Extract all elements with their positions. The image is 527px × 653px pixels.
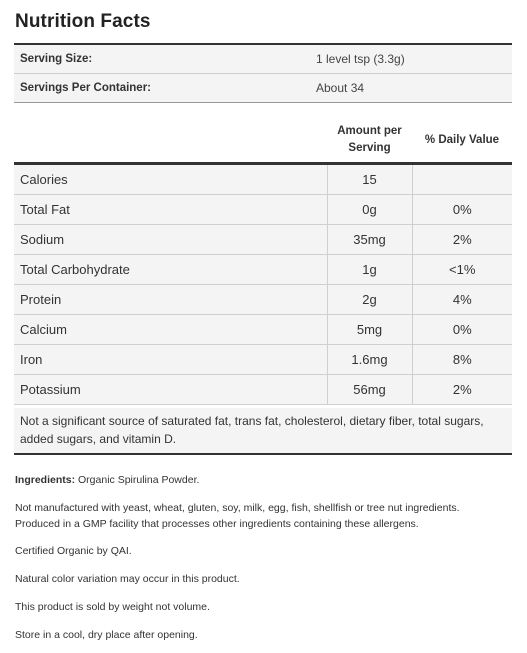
nutrient-daily-value: 2% [412,225,512,255]
table-row [14,375,512,405]
header-daily-value: % Daily Value [424,133,500,146]
header-amount-line1: Amount per [337,125,402,137]
ingredients-line [15,472,510,488]
nutrient-name: Total Carbohydrate [14,255,327,285]
weight-note: This product is sold by weight not volume. [15,601,210,613]
allergen-line-2: Produced in a GMP facility that processes other ingredients containing these allergens. [15,518,419,530]
nutrient-daily-value: 0% [412,315,512,345]
nutrient-daily-value [412,164,512,195]
nutrient-name: Potassium [14,375,327,405]
nutrient-amount: 0g [327,195,412,225]
nutrient-amount: 1g [327,255,412,285]
nutrient-amount: 5mg [327,315,412,345]
table-row [14,225,512,255]
table-row [14,195,512,225]
table-row [14,164,512,195]
header-amount-line2: Serving [348,142,391,154]
servings-per-container-label: Servings Per Container: [20,82,152,94]
servings-per-container-row [14,73,512,102]
serving-info [14,43,512,103]
header-blank [14,118,327,164]
nutrient-table [14,118,512,405]
nutrient-daily-value: 8% [412,345,512,375]
nutrient-amount: 35mg [327,225,412,255]
allergen-statement [15,500,510,532]
storage-note: Store in a cool, dry place after opening. [15,629,198,641]
nutrient-name: Calories [14,164,327,195]
servings-per-container-value: About 34 [316,81,365,95]
nutrient-name: Total Fat [14,195,327,225]
nutrient-name: Iron [14,345,327,375]
nutrient-amount: 1.6mg [327,345,412,375]
nutrient-daily-value: 4% [412,285,512,315]
page-title: Nutrition Facts [15,11,151,32]
table-row [14,285,512,315]
serving-size-value: 1 level tsp (3.3g) [316,52,405,66]
certification-note: Certified Organic by QAI. [15,545,132,557]
table-header-row [14,118,512,164]
table-row [14,255,512,285]
allergen-line-1: Not manufactured with yeast, wheat, gluten, soy, milk, egg, fish, shellfish or tree nut ingredients. [15,502,460,514]
serving-size-row [14,45,512,73]
nutrient-amount: 2g [327,285,412,315]
nutrient-daily-value: 0% [412,195,512,225]
serving-size-label: Serving Size: [20,53,93,65]
nutrient-amount: 56mg [327,375,412,405]
color-variation-note: Natural color variation may occur in this product. [15,573,240,585]
nutrient-daily-value: 2% [412,375,512,405]
ingredients-text: Organic Spirulina Powder. [75,474,200,486]
footnote: Not a significant source of saturated fat, trans fat, cholesterol, dietary fiber, total sugars, added sugars, and vitamin D. [14,408,512,455]
nutrient-amount: 15 [327,164,412,195]
table-row [14,345,512,375]
ingredients-label: Ingredients: [15,474,76,486]
table-row [14,315,512,345]
nutrient-daily-value: <1% [412,255,512,285]
header-amount [327,118,412,164]
nutrient-name: Protein [14,285,327,315]
nutrient-name: Calcium [14,315,327,345]
nutrient-name: Sodium [14,225,327,255]
